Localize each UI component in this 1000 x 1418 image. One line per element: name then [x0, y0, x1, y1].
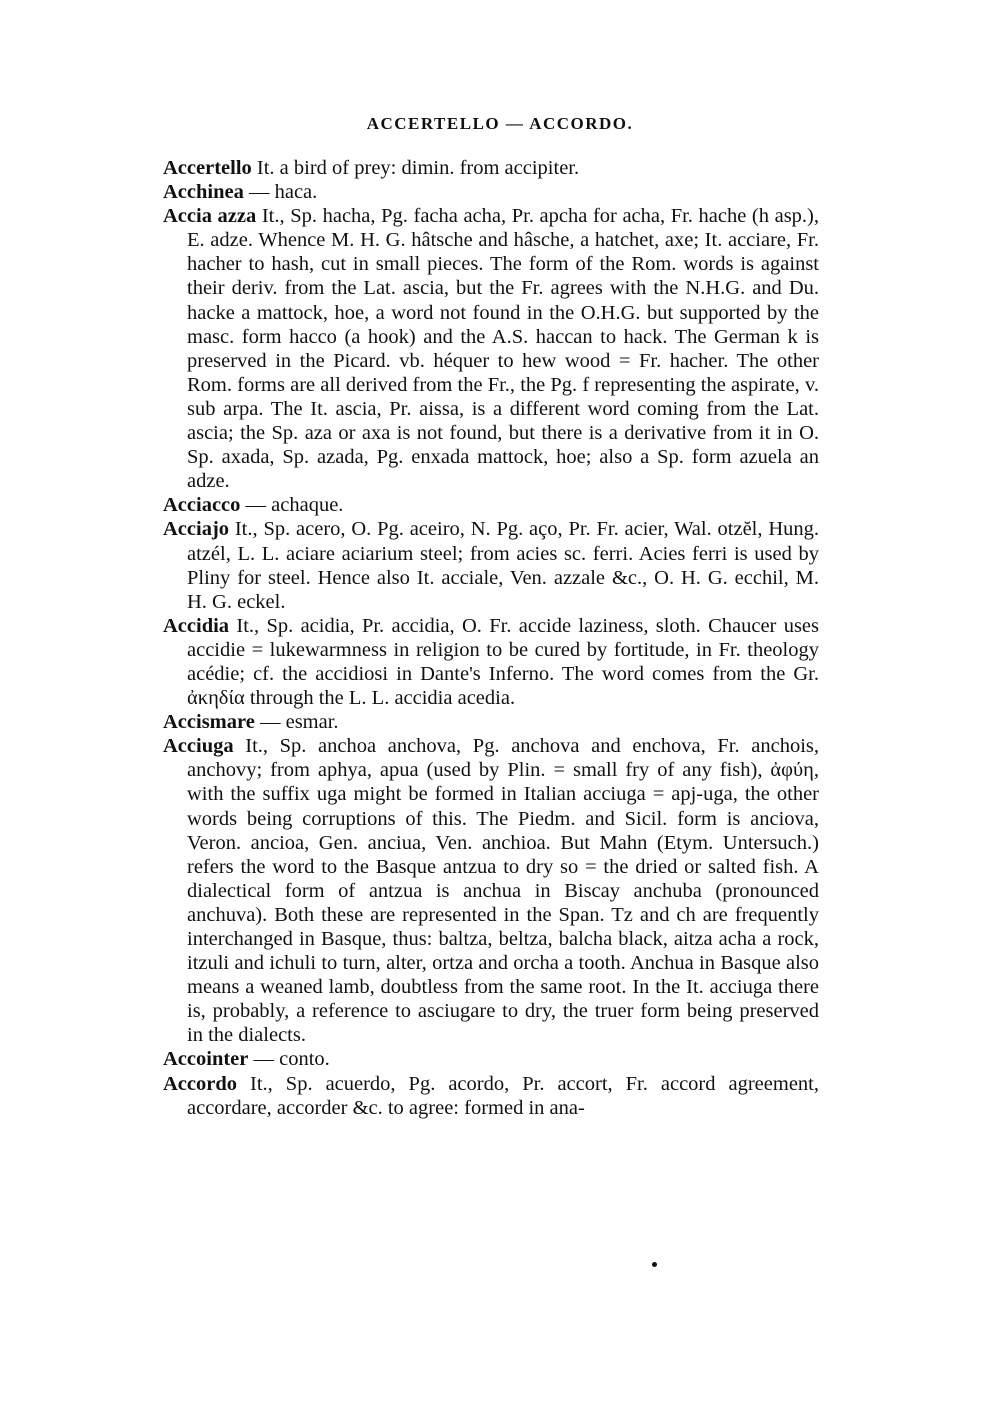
entry-definition: It., Sp. acidia, Pr. accidia, O. Fr. accide laziness, sloth. Chaucer uses accidie = lukewarmness in religion to be cured by fortitude, in Fr. theology acédie; cf. the accidiosi in Dante's Inferno. The word comes from the Gr. ἀκηδία through the L. L. accidia acedia.	[187, 614, 819, 710]
entry-definition: — conto.	[253, 1048, 330, 1071]
entry-headword: Acchinea	[163, 181, 244, 204]
dictionary-entry	[163, 204, 819, 493]
page-speck	[652, 1262, 657, 1267]
entry-headword: Acciajo	[163, 518, 230, 541]
entry-definition: It., Sp. hacha, Pg. facha acha, Pr. apcha for acha, Fr. hache (h asp.), E. adze. Whence M. H. G. hâtsche and hâsche, a hatchet, axe; It. acciare, Fr. hacher to hash, cut in small pieces. The form of the Rom. words is against their deriv. from the Lat. ascia, but the Fr. agrees with the N.H.G. and Du. hacke a mattock, hoe, a word not found in the O.H.G. but supported by the masc. form hacco (a hook) and the A.S. haccan to hack. The German k is preserved in the Picard. vb. héquer to hew wood = Fr. hacher. The other Rom. forms are all derived from the Fr., the Pg. f representing the aspirate, v. sub arpa. The It. ascia, Pr. aissa, is a different word coming from the Lat. ascia; the Sp. aza or axa is not found, but there is a derivative from it in O. Sp. axada, Sp. azada, Pg. enxada mattock, hoe; also a Sp. form azuela an adze.	[187, 205, 820, 493]
entry-definition: — achaque.	[245, 494, 344, 517]
dictionary-entry	[163, 614, 819, 710]
entry-headword: Accordo	[163, 1072, 238, 1095]
entry-definition: It., Sp. anchoa anchova, Pg. anchova and enchova, Fr. anchois, anchovy; from aphya, apua (used by Plin. = small fry of any fish), ἀφύη, with the suffix uga might be formed in Italian acciuga = apj-uga, the other words being corruptions of this. The Piedm. and Sicil. form is anciova, Veron. ancioa, Gen. anciua, Ven. anchioa. But Mahn (Etym. Untersuch.) refers the word to the Basque antzua to dry so = the dried or salted fish. A dialectical form of antzua is anchua in Biscay anchuba (pronounced anchuva). Both these are represented in the Span. Tz and ch are frequently interchanged in Basque, thus: baltza, beltza, balcha black, aitza acha a rock, itzuli and ichuli to turn, alter, ortza and orcha a tooth. Anchua in Basque also means a weaned lamb, doubtless from the same root. In the It. acciuga there is, probably, a reference to asciugare to dry, the truer form being preserved in the dialects.	[187, 735, 820, 1047]
dictionary-entry	[163, 734, 819, 1047]
entry-headword: Accismare	[163, 711, 255, 734]
entry-headword: Accidia	[163, 614, 230, 637]
dictionary-entry	[163, 493, 819, 517]
dictionary-entry	[163, 1047, 819, 1071]
running-head: ACCERTELLO — ACCORDO.	[366, 114, 634, 133]
entry-definition: It. a bird of prey: dimin. from accipiter.	[256, 157, 580, 179]
entry-definition: It., Sp. acero, O. Pg. aceiro, N. Pg. aço, Pr. Fr. acier, Wal. otzĕl, Hung. atzél, L. L. aciare aciarium steel; from acies sc. ferri. Acies ferri is used by Pliny for steel. Hence also It. acciale, Ven. azzale &c., O. H. G. ecchil, M. H. G. eckel.	[187, 518, 819, 613]
entry-headword: Accia azza	[163, 205, 257, 228]
entry-headword: Accointer	[163, 1048, 249, 1071]
entry-headword: Acciacco	[163, 494, 241, 517]
dictionary-entry	[163, 1072, 819, 1120]
entry-definition: — esmar.	[259, 711, 339, 734]
dictionary-entry	[163, 180, 819, 204]
entry-definition: — haca.	[248, 181, 318, 204]
entry-list	[163, 156, 819, 1120]
entry-definition: It., Sp. acuerdo, Pg. acordo, Pr. accort, Fr. accord agreement, accordare, accorder &c. to agree: formed in ana-	[187, 1072, 819, 1119]
entry-headword: Acciuga	[163, 735, 234, 758]
entry-headword: Accertello	[163, 157, 252, 179]
dictionary-entry	[163, 517, 819, 613]
dictionary-entry	[163, 710, 819, 734]
dictionary-entry	[163, 156, 819, 180]
